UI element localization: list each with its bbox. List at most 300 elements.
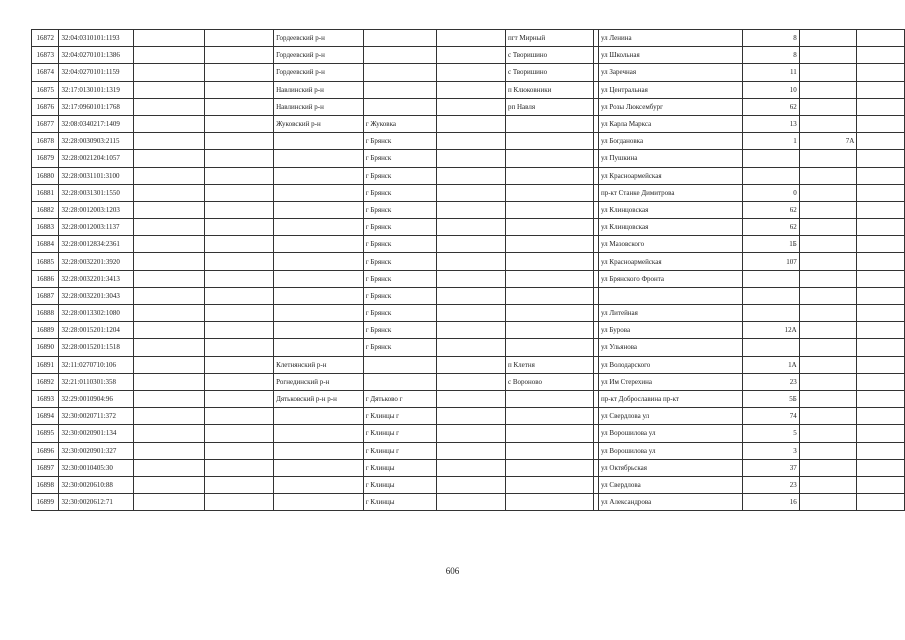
row-number-cell: 16892 [32,373,59,390]
table-row [32,390,905,407]
street-cell: ул Ульянова [598,339,742,356]
row-number-cell: 16885 [32,253,59,270]
blank-cell [204,64,273,81]
building-cell: 7А [799,133,857,150]
settlement-cell [506,201,594,218]
house-number-cell [742,167,799,184]
table-row [32,30,905,47]
blank-cell [134,322,204,339]
cadastral-number-cell: 32:28:0031301:1550 [59,184,134,201]
house-number-cell: 62 [742,201,799,218]
blank-cell [134,270,204,287]
city-cell: г Брянск [363,322,436,339]
city-cell: г Брянск [363,270,436,287]
street-cell: ул Клинцовская [598,201,742,218]
blank-cell [204,390,273,407]
blank-cell [857,442,905,459]
district-cell [274,201,364,218]
settlement-cell: п Клетня [506,356,594,373]
blank-cell [857,459,905,476]
blank-cell [134,442,204,459]
blank-cell [436,287,505,304]
blank-cell [857,253,905,270]
blank-cell [436,305,505,322]
cadastral-number-cell: 32:28:0032201:3043 [59,287,134,304]
street-cell: ул Свердлова ул [598,408,742,425]
blank-cell [857,390,905,407]
city-cell: г Брянск [363,201,436,218]
city-cell [363,47,436,64]
street-cell: ул Мазовского [598,236,742,253]
blank-cell [857,167,905,184]
settlement-cell [506,270,594,287]
blank-cell [134,184,204,201]
settlement-cell [506,425,594,442]
district-cell: Дятьковский р-н р-н [274,390,364,407]
table-row [32,494,905,511]
table-row [32,167,905,184]
table-row [32,459,905,476]
blank-cell [134,339,204,356]
cadastral-number-cell: 32:11:0270710:106 [59,356,134,373]
district-cell: Гордеевский р-н [274,47,364,64]
row-number-cell: 16888 [32,305,59,322]
blank-cell [204,459,273,476]
house-number-cell: 5 [742,425,799,442]
blank-cell [436,219,505,236]
cadastral-number-cell: 32:28:0015201:1518 [59,339,134,356]
row-number-cell: 16894 [32,408,59,425]
blank-cell [204,356,273,373]
cadastral-number-cell: 32:08:0340217:1409 [59,115,134,132]
building-cell [799,64,857,81]
blank-cell [134,81,204,98]
blank-cell [436,459,505,476]
cadastral-number-cell: 32:28:0030903:2115 [59,133,134,150]
row-number-cell: 16882 [32,201,59,218]
blank-cell [204,81,273,98]
city-cell: г Брянск [363,184,436,201]
settlement-cell [506,305,594,322]
city-cell: г Клинцы г [363,425,436,442]
blank-cell [436,81,505,98]
blank-cell [204,442,273,459]
building-cell [799,322,857,339]
blank-cell [134,476,204,493]
district-cell [274,270,364,287]
street-cell: ул Брянского Фронта [598,270,742,287]
building-cell [799,408,857,425]
cadastral-number-cell: 32:28:0012003:1203 [59,201,134,218]
blank-cell [857,184,905,201]
blank-cell [134,287,204,304]
blank-cell [857,339,905,356]
blank-cell [436,253,505,270]
city-cell [363,98,436,115]
house-number-cell: 23 [742,373,799,390]
blank-cell [204,494,273,511]
building-cell [799,30,857,47]
city-cell [363,373,436,390]
building-cell [799,390,857,407]
blank-cell [857,425,905,442]
blank-cell [436,390,505,407]
city-cell: г Брянск [363,150,436,167]
blank-cell [857,305,905,322]
building-cell [799,339,857,356]
building-cell [799,184,857,201]
city-cell: г Брянск [363,339,436,356]
table-row [32,425,905,442]
settlement-cell: с Творишино [506,64,594,81]
building-cell [799,201,857,218]
blank-cell [134,425,204,442]
cadastral-number-cell: 32:30:0010405:30 [59,459,134,476]
district-cell [274,459,364,476]
table-row [32,219,905,236]
house-number-cell: 1Б [742,236,799,253]
district-cell [274,219,364,236]
building-cell [799,459,857,476]
settlement-cell [506,494,594,511]
blank-cell [134,201,204,218]
house-number-cell: 62 [742,219,799,236]
settlement-cell [506,287,594,304]
cadastral-number-cell: 32:28:0013302:1080 [59,305,134,322]
city-cell [363,356,436,373]
settlement-cell: рп Навля [506,98,594,115]
blank-cell [134,459,204,476]
building-cell [799,442,857,459]
district-cell: Гордеевский р-н [274,30,364,47]
table-row [32,133,905,150]
row-number-cell: 16887 [32,287,59,304]
blank-cell [436,150,505,167]
row-number-cell: 16890 [32,339,59,356]
blank-cell [134,236,204,253]
building-cell [799,219,857,236]
street-cell: ул Карла Маркса [598,115,742,132]
table-row [32,305,905,322]
city-cell: г Клинцы [363,494,436,511]
house-number-cell: 3 [742,442,799,459]
blank-cell [134,115,204,132]
building-cell [799,356,857,373]
city-cell: г Брянск [363,305,436,322]
blank-cell [857,236,905,253]
settlement-cell [506,408,594,425]
building-cell [799,236,857,253]
house-number-cell: 74 [742,408,799,425]
cadastral-number-cell: 32:30:0020610:88 [59,476,134,493]
house-number-cell: 10 [742,81,799,98]
blank-cell [204,408,273,425]
blank-cell [857,115,905,132]
city-cell: г Жуковка [363,115,436,132]
street-cell: ул Бурова [598,322,742,339]
row-number-cell: 16891 [32,356,59,373]
cadastral-number-cell: 32:28:0012003:1137 [59,219,134,236]
blank-cell [204,373,273,390]
blank-cell [204,184,273,201]
blank-cell [436,98,505,115]
row-number-cell: 16875 [32,81,59,98]
cadastral-number-cell: 32:30:0020901:134 [59,425,134,442]
blank-cell [436,47,505,64]
settlement-cell [506,115,594,132]
settlement-cell [506,133,594,150]
row-number-cell: 16886 [32,270,59,287]
table-row [32,115,905,132]
building-cell [799,425,857,442]
row-number-cell: 16877 [32,115,59,132]
city-cell: г Клинцы [363,459,436,476]
cadastral-number-cell: 32:29:0010904:96 [59,390,134,407]
cadastral-number-cell: 32:30:0020612:71 [59,494,134,511]
blank-cell [204,425,273,442]
building-cell [799,167,857,184]
cadastral-number-cell: 32:28:0032201:3920 [59,253,134,270]
house-number-cell [742,305,799,322]
row-number-cell: 16872 [32,30,59,47]
table-row [32,236,905,253]
blank-cell [204,339,273,356]
blank-cell [857,373,905,390]
cadastral-number-cell: 32:04:0270101:1386 [59,47,134,64]
city-cell: г Брянск [363,167,436,184]
district-cell [274,184,364,201]
settlement-cell: с Творишино [506,47,594,64]
house-number-cell [742,339,799,356]
row-number-cell: 16896 [32,442,59,459]
district-cell [274,236,364,253]
district-cell: Рогнединский р-н [274,373,364,390]
table-row [32,442,905,459]
city-cell: г Брянск [363,287,436,304]
table-row [32,339,905,356]
district-cell [274,150,364,167]
blank-cell [436,270,505,287]
blank-cell [134,356,204,373]
house-number-cell: 12А [742,322,799,339]
row-number-cell: 16878 [32,133,59,150]
blank-cell [204,236,273,253]
table-row [32,47,905,64]
building-cell [799,476,857,493]
table-row [32,150,905,167]
settlement-cell [506,459,594,476]
settlement-cell [506,253,594,270]
blank-cell [134,47,204,64]
district-cell [274,442,364,459]
building-cell [799,115,857,132]
register-table [31,29,905,511]
table-row [32,201,905,218]
city-cell: г Брянск [363,253,436,270]
blank-cell [204,167,273,184]
table-row [32,64,905,81]
table-row [32,476,905,493]
blank-cell [436,425,505,442]
city-cell [363,30,436,47]
blank-cell [134,390,204,407]
city-cell: г Клинцы г [363,408,436,425]
blank-cell [134,253,204,270]
row-number-cell: 16881 [32,184,59,201]
blank-cell [436,322,505,339]
district-cell [274,408,364,425]
blank-cell [204,270,273,287]
cadastral-number-cell: 32:04:0270101:1159 [59,64,134,81]
house-number-cell [742,287,799,304]
street-cell: ул Красноармейская [598,167,742,184]
district-cell: Клетнянский р-н [274,356,364,373]
street-cell: ул Свердлова [598,476,742,493]
blank-cell [204,133,273,150]
district-cell [274,476,364,493]
blank-cell [436,133,505,150]
house-number-cell [742,150,799,167]
house-number-cell: 0 [742,184,799,201]
house-number-cell: 13 [742,115,799,132]
city-cell: г Клинцы [363,476,436,493]
blank-cell [204,47,273,64]
building-cell [799,81,857,98]
blank-cell [857,81,905,98]
row-number-cell: 16874 [32,64,59,81]
district-cell: Гордеевский р-н [274,64,364,81]
cadastral-number-cell: 32:30:0020901:327 [59,442,134,459]
blank-cell [436,64,505,81]
blank-cell [857,201,905,218]
street-cell: ул Школьная [598,47,742,64]
cadastral-number-cell: 32:17:0130101:1319 [59,81,134,98]
street-cell: ул Октябрьская [598,459,742,476]
blank-cell [204,287,273,304]
house-number-cell: 37 [742,459,799,476]
blank-cell [134,30,204,47]
row-number-cell: 16897 [32,459,59,476]
blank-cell [857,287,905,304]
blank-cell [134,64,204,81]
district-cell [274,425,364,442]
blank-cell [857,98,905,115]
blank-cell [204,98,273,115]
street-cell: пр-кт Станке Димитрова [598,184,742,201]
house-number-cell: 1А [742,356,799,373]
house-number-cell [742,270,799,287]
blank-cell [857,476,905,493]
city-cell: г Брянск [363,236,436,253]
street-cell: ул Клинцовская [598,219,742,236]
blank-cell [857,133,905,150]
cadastral-number-cell: 32:28:0012834:2361 [59,236,134,253]
district-cell [274,167,364,184]
blank-cell [134,305,204,322]
table-row [32,356,905,373]
street-cell: ул Заречная [598,64,742,81]
street-cell: ул Розы Люксембург [598,98,742,115]
page-number: 606 [445,566,460,576]
settlement-cell [506,219,594,236]
blank-cell [436,115,505,132]
house-number-cell: 8 [742,47,799,64]
table-row [32,373,905,390]
blank-cell [857,47,905,64]
house-number-cell: 8 [742,30,799,47]
building-cell [799,287,857,304]
settlement-cell [506,442,594,459]
blank-cell [436,476,505,493]
blank-cell [204,219,273,236]
blank-cell [857,494,905,511]
district-cell [274,339,364,356]
house-number-cell: 5Б [742,390,799,407]
city-cell [363,64,436,81]
settlement-cell [506,184,594,201]
street-cell: ул Литейная [598,305,742,322]
blank-cell [436,201,505,218]
blank-cell [436,442,505,459]
building-cell [799,270,857,287]
building-cell [799,150,857,167]
blank-cell [134,133,204,150]
blank-cell [436,167,505,184]
street-cell: ул Александрова [598,494,742,511]
row-number-cell: 16880 [32,167,59,184]
house-number-cell: 1 [742,133,799,150]
district-cell [274,287,364,304]
street-cell: ул Ленина [598,30,742,47]
city-cell: г Клинцы г [363,442,436,459]
settlement-cell [506,476,594,493]
street-cell: ул Богдановка [598,133,742,150]
settlement-cell [506,236,594,253]
blank-cell [134,167,204,184]
cadastral-number-cell: 32:21:0110301:358 [59,373,134,390]
district-cell [274,253,364,270]
cadastral-number-cell: 32:28:0015201:1204 [59,322,134,339]
blank-cell [436,339,505,356]
blank-cell [204,150,273,167]
blank-cell [204,115,273,132]
settlement-cell [506,322,594,339]
settlement-cell [506,167,594,184]
city-cell: г Брянск [363,219,436,236]
district-cell: Жуковский р-н [274,115,364,132]
blank-cell [857,64,905,81]
blank-cell [134,219,204,236]
blank-cell [204,322,273,339]
cadastral-number-cell: 32:28:0032201:3413 [59,270,134,287]
building-cell [799,373,857,390]
building-cell [799,494,857,511]
blank-cell [857,270,905,287]
table-row [32,408,905,425]
settlement-cell [506,390,594,407]
building-cell [799,305,857,322]
blank-cell [436,373,505,390]
blank-cell [857,408,905,425]
blank-cell [204,253,273,270]
cadastral-number-cell: 32:28:0031101:3100 [59,167,134,184]
row-number-cell: 16884 [32,236,59,253]
row-number-cell: 16876 [32,98,59,115]
table-row [32,81,905,98]
house-number-cell: 62 [742,98,799,115]
street-cell: ул Володарского [598,356,742,373]
table-row [32,270,905,287]
